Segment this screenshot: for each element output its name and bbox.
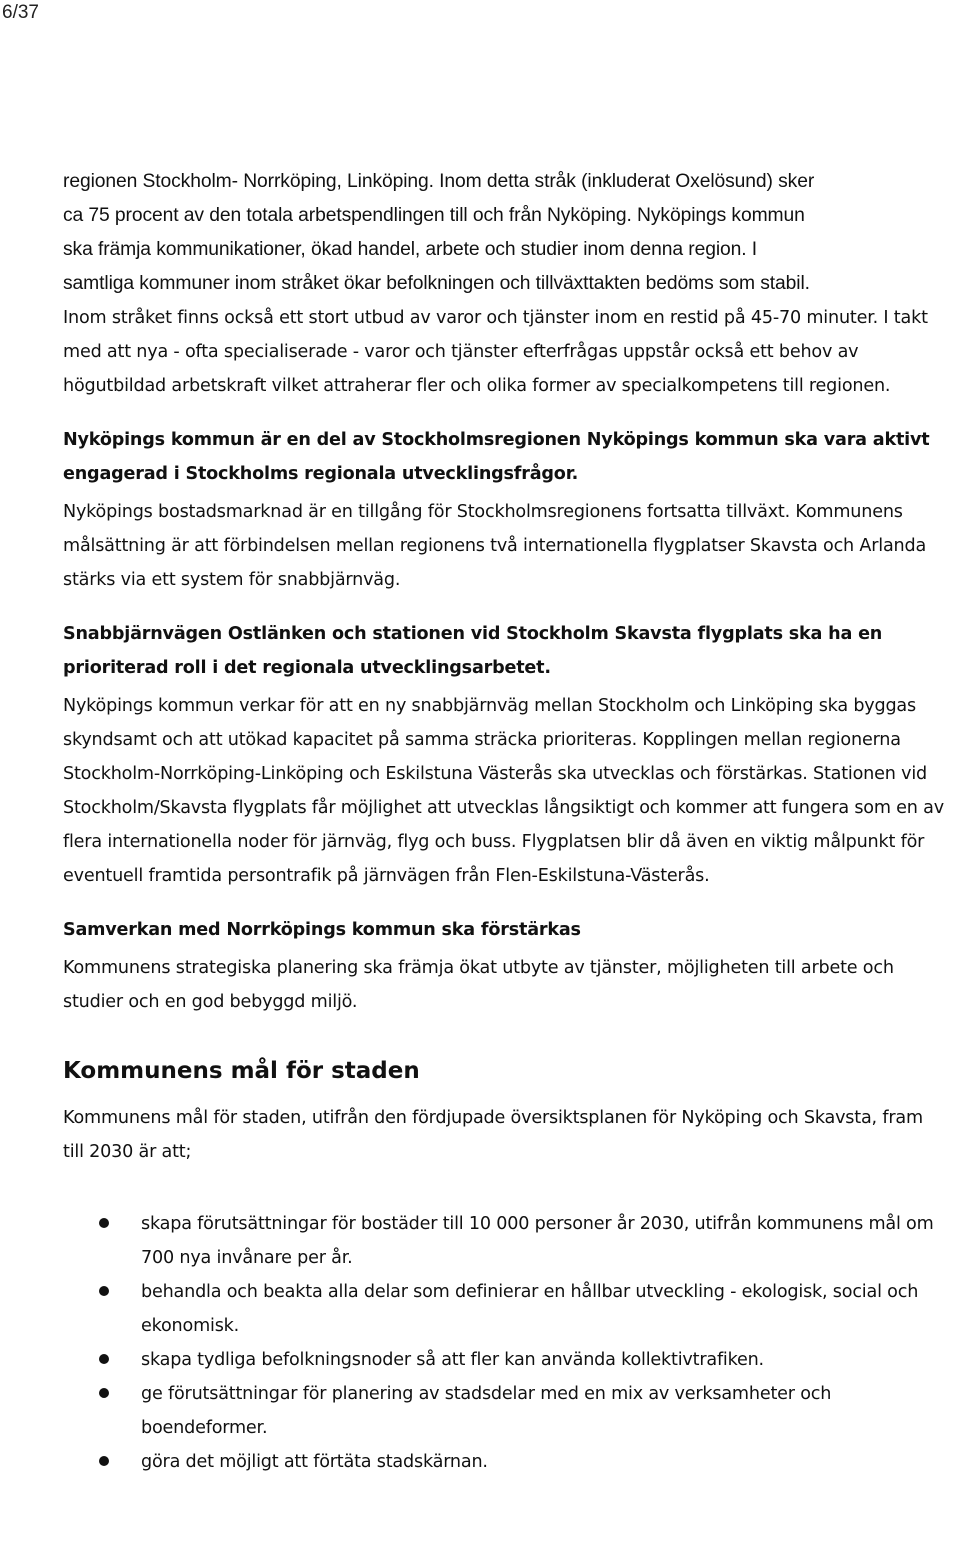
section-title: Kommunens mål för staden: [63, 1058, 420, 1084]
list-item-text: skapa förutsättningar för bostäder till 10 000 personer år 2030, utifrån kommunens mål om 700 nya invånare per år.: [141, 1214, 934, 1268]
paragraph-strategic-planning: Kommunens strategiska planering ska främja ökat utbyte av tjänster, möjligheten till arbete och studier och en god bebyggd miljö.: [63, 958, 894, 1012]
list-item-text: skapa tydliga befolkningsnoder så att fler kan använda kollektivtrafiken.: [141, 1350, 764, 1370]
document-body: [63, 165, 948, 1479]
section-intro: Kommunens mål för staden, utifrån den fördjupade översiktsplanen för Nyköping och Skavsta, fram till 2030 är att;: [63, 1108, 923, 1162]
paragraph-line: regionen Stockholm- Norrköping, Linköping. Inom detta stråk (inkluderat Oxelösund) sker: [63, 171, 815, 192]
bullet-icon: [99, 1286, 109, 1296]
page-number: 6/37: [2, 2, 39, 23]
bullet-icon: [99, 1456, 109, 1466]
list-item-text: behandla och beakta alla delar som definierar en hållbar utveckling - ekologisk, social och ekonomisk.: [141, 1282, 919, 1336]
list-item-text: ge förutsättningar för planering av stadsdelar med en mix av verksamheter och boendeformer.: [141, 1384, 832, 1438]
bullet-icon: [99, 1354, 109, 1364]
paragraph-line: ska främja kommunikationer, ökad handel, arbete och studier inom denna region. I: [63, 239, 758, 260]
list-item: [63, 1207, 948, 1275]
goals-list: [63, 1207, 948, 1479]
list-item: [63, 1445, 948, 1479]
bullet-icon: [99, 1218, 109, 1228]
paragraph-line: samtliga kommuner inom stråket ökar befolkningen och tillväxttakten bedöms som stabil.: [63, 273, 810, 294]
heading-stockholm-region: Nyköpings kommun är en del av Stockholmsregionen Nyköpings kommun ska vara aktivt engagerad i Stockholms regionala utvecklingsfrågor.: [63, 430, 930, 484]
heading-norrkoping-cooperation: Samverkan med Norrköpings kommun ska förstärkas: [63, 920, 581, 940]
paragraph-supply: Inom stråket finns också ett stort utbud av varor och tjänster inom en restid på 45-70 minuter. I takt med att nya - ofta specialiserade - varor och tjänster efterfrågas uppstår också ett behov av högutbildad arbetskraft vilket attraherar fler och olika former av specialkompetens till regionen.: [63, 308, 928, 396]
list-item: [63, 1343, 948, 1377]
heading-ostlanken: Snabbjärnvägen Ostlänken och stationen vid Stockholm Skavsta flygplats ska ha en prioriterad roll i det regionala utvecklingsarbetet.: [63, 624, 883, 678]
list-item: [63, 1377, 948, 1445]
paragraph-railway: Nyköpings kommun verkar för att en ny snabbjärnväg mellan Stockholm och Linköping ska byggas skyndsamt och att utökad kapacitet på samma sträcka prioriteras. Kopplingen mellan regionerna Stockholm-Norrköping-Linköping och Eskilstuna Västerås ska utvecklas och förstärkas. Stationen vid Stockholm/Skavsta flygplats får möjlighet att utvecklas långsiktigt och kommer att fungera som en av flera internationella noder för järnväg, flyg och buss. Flygplatsen blir då även en viktig målpunkt för eventuell framtida persontrafik på järnvägen från Flen-Eskilstuna-Västerås.: [63, 696, 944, 886]
list-item: [63, 1275, 948, 1343]
list-item-text: göra det möjligt att förtäta stadskärnan.: [141, 1452, 488, 1472]
paragraph-housing-market: Nyköpings bostadsmarknad är en tillgång för Stockholmsregionens fortsatta tillväxt. Kommunens målsättning är att förbindelsen mellan regionens två internationella flygplatser Skavsta och Arlanda stärks via ett system för snabbjärnväg.: [63, 502, 927, 590]
paragraph-line: ca 75 procent av den totala arbetspendlingen till och från Nyköping. Nyköpings kommun: [63, 205, 805, 226]
intro-paragraph: [63, 165, 948, 301]
bullet-icon: [99, 1388, 109, 1398]
